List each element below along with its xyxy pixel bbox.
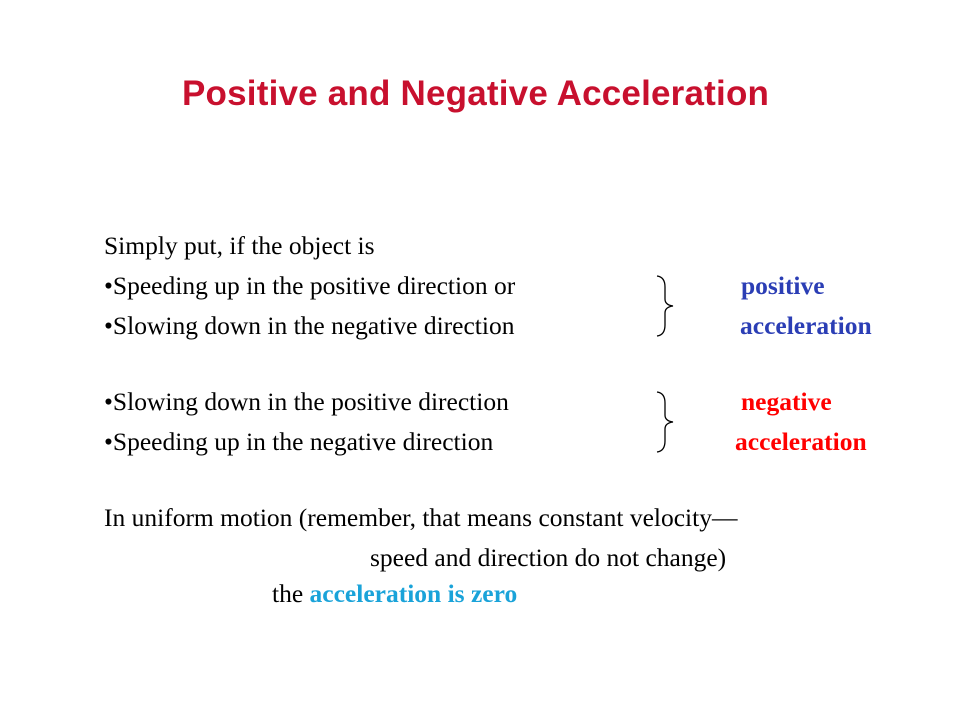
group2-line1: •Slowing down in the positive direction — [104, 387, 509, 416]
acceleration-zero-highlight: acceleration is zero — [309, 579, 518, 608]
right-brace-icon — [655, 275, 679, 337]
uniform-line3 — [272, 581, 517, 607]
positive-acceleration-label: acceleration — [740, 311, 872, 340]
group1-line2: •Slowing down in the negative direction — [104, 311, 515, 340]
group2-line2: •Speeding up in the negative direction — [104, 427, 494, 456]
uniform-line3-prefix: the — [272, 579, 310, 608]
intro-text: Simply put, if the object is — [104, 231, 375, 260]
slide-title: Positive and Negative Acceleration — [182, 74, 770, 113]
negative-label: negative — [741, 387, 832, 416]
group1-line1: •Speeding up in the positive direction or — [104, 271, 516, 300]
right-brace-icon — [655, 391, 679, 453]
negative-acceleration-label: acceleration — [735, 427, 867, 456]
positive-label: positive — [741, 271, 825, 300]
uniform-line2: speed and direction do not change) — [370, 543, 727, 572]
uniform-line1: In uniform motion (remember, that means constant velocity— — [104, 503, 738, 532]
